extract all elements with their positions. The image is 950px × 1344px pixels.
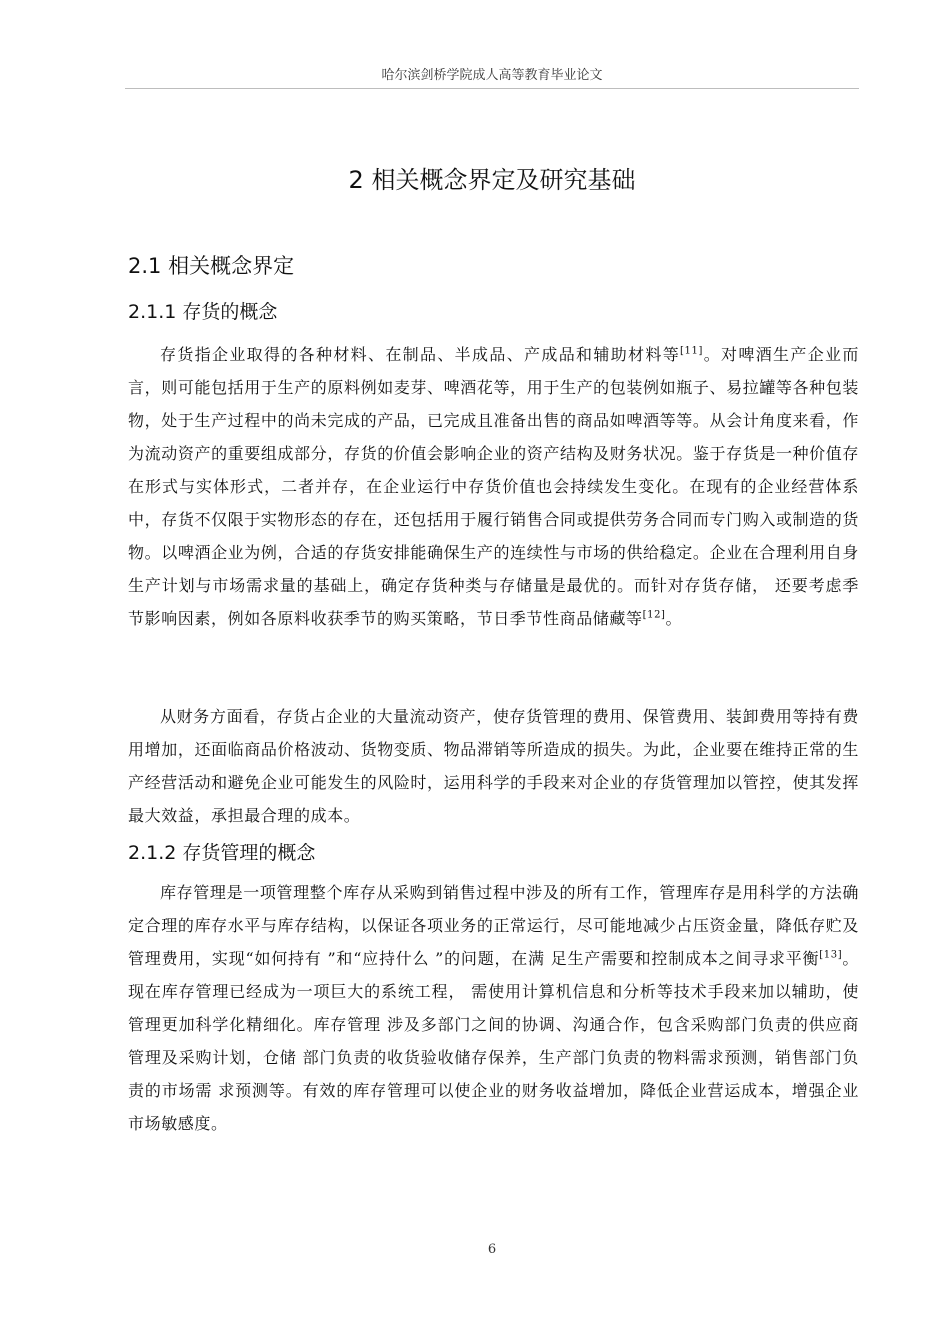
- citation-ref: [12]: [642, 609, 666, 621]
- paragraph-text: 。现在库存管理已经成为一项巨大的系统工程， 需使用计算机信息和分析等技术手段来加以辅助，使管理更加科学化精细化。库存管理 涉及多部门之间的协调、沟通合作，包含采购部门负责的供应商管理及采购计划，仓储 部门负责的收货验收储存保养，生产部门负责的物料需求预测，销售部门负责的市场需 求预测等。有效的库存管理可以使企业的财务收益增加，降低企业营运成本，增强企业 市场敏感度。: [128, 949, 859, 1133]
- citation-ref: [11]: [680, 345, 703, 357]
- subsection-title-2-1-1: 2.1.1 存货的概念: [128, 301, 278, 323]
- paragraph-text: 库存管理是一项管理整个库存从采购到销售过程中涉及的所有工作，管理库存是用科学的方法确定合理的库存水平与库存结构，以保证各项业务的正常运行，尽可能地减少占压资金量，降低存贮及管理费用，实现“如何持有 ”和“应持什么 ”的问题，在满 足生产需要和控制成本之间寻求平衡: [128, 883, 859, 968]
- section-title-2-1: 2.1 相关概念界定: [128, 254, 295, 278]
- paragraph-text: 。对啤酒生产企业而言，则可能包括用于生产的原料例如麦芽、啤酒花等，用于生产的包装例如瓶子、易拉罐等各种包装物，处于生产过程中的尚未完成的产品，已完成且准备出售的商品如啤酒等等。从会计角度来看，作为流动资产的重要组成部分，存货的价值会影响企业的资产结构及财务状况。鉴于存货是一种价值存在形式与实体形式，二者并存，在企业运行中存货价值也会持续发生变化。在现有的企业经营体系中，存货不仅限于实物形态的存在，还包括用于履行销售合同或提供劳务合同而专门购入或制造的货物。以啤酒企业为例，合适的存货安排能确保生产的连续性与市场的供给稳定。企业在合理利用自身生产计划与市场需求量的基础上，确定存货种类与存储量是最优的。而针对存货存储， 还要考虑季节影响因素，例如各原料收获季节的购买策略，节日季节性商品储藏等: [128, 345, 859, 628]
- running-header: 哈尔滨剑桥学院成人高等教育毕业论文: [381, 68, 603, 83]
- page-number: 6: [487, 1242, 497, 1257]
- subsection-title-2-1-2: 2.1.2 存货管理的概念: [128, 842, 316, 864]
- citation-ref: [13]: [819, 949, 843, 961]
- chapter-title: 2 相关概念界定及研究基础: [348, 166, 636, 194]
- paragraph-text: 存货指企业取得的各种材料、在制品、半成品、产成品和辅助材料等: [160, 345, 681, 364]
- paragraph-inventory-definition: [128, 338, 859, 635]
- paragraph-text: 。: [665, 609, 683, 628]
- paragraph-inventory-management: [128, 876, 859, 1140]
- header-divider: [125, 88, 859, 89]
- paragraph-financial-view: 从财务方面看，存货占企业的大量流动资产，使存货管理的费用、保管费用、装卸费用等持有费用增加，还面临商品价格波动、货物变质、物品滞销等所造成的损失。为此，企业要在维持正常的生产经营活动和避免企业可能发生的风险时，运用科学的手段来对企业的存货管理加以管控，使其发挥最大效益，承担最合理的成本。: [128, 707, 859, 825]
